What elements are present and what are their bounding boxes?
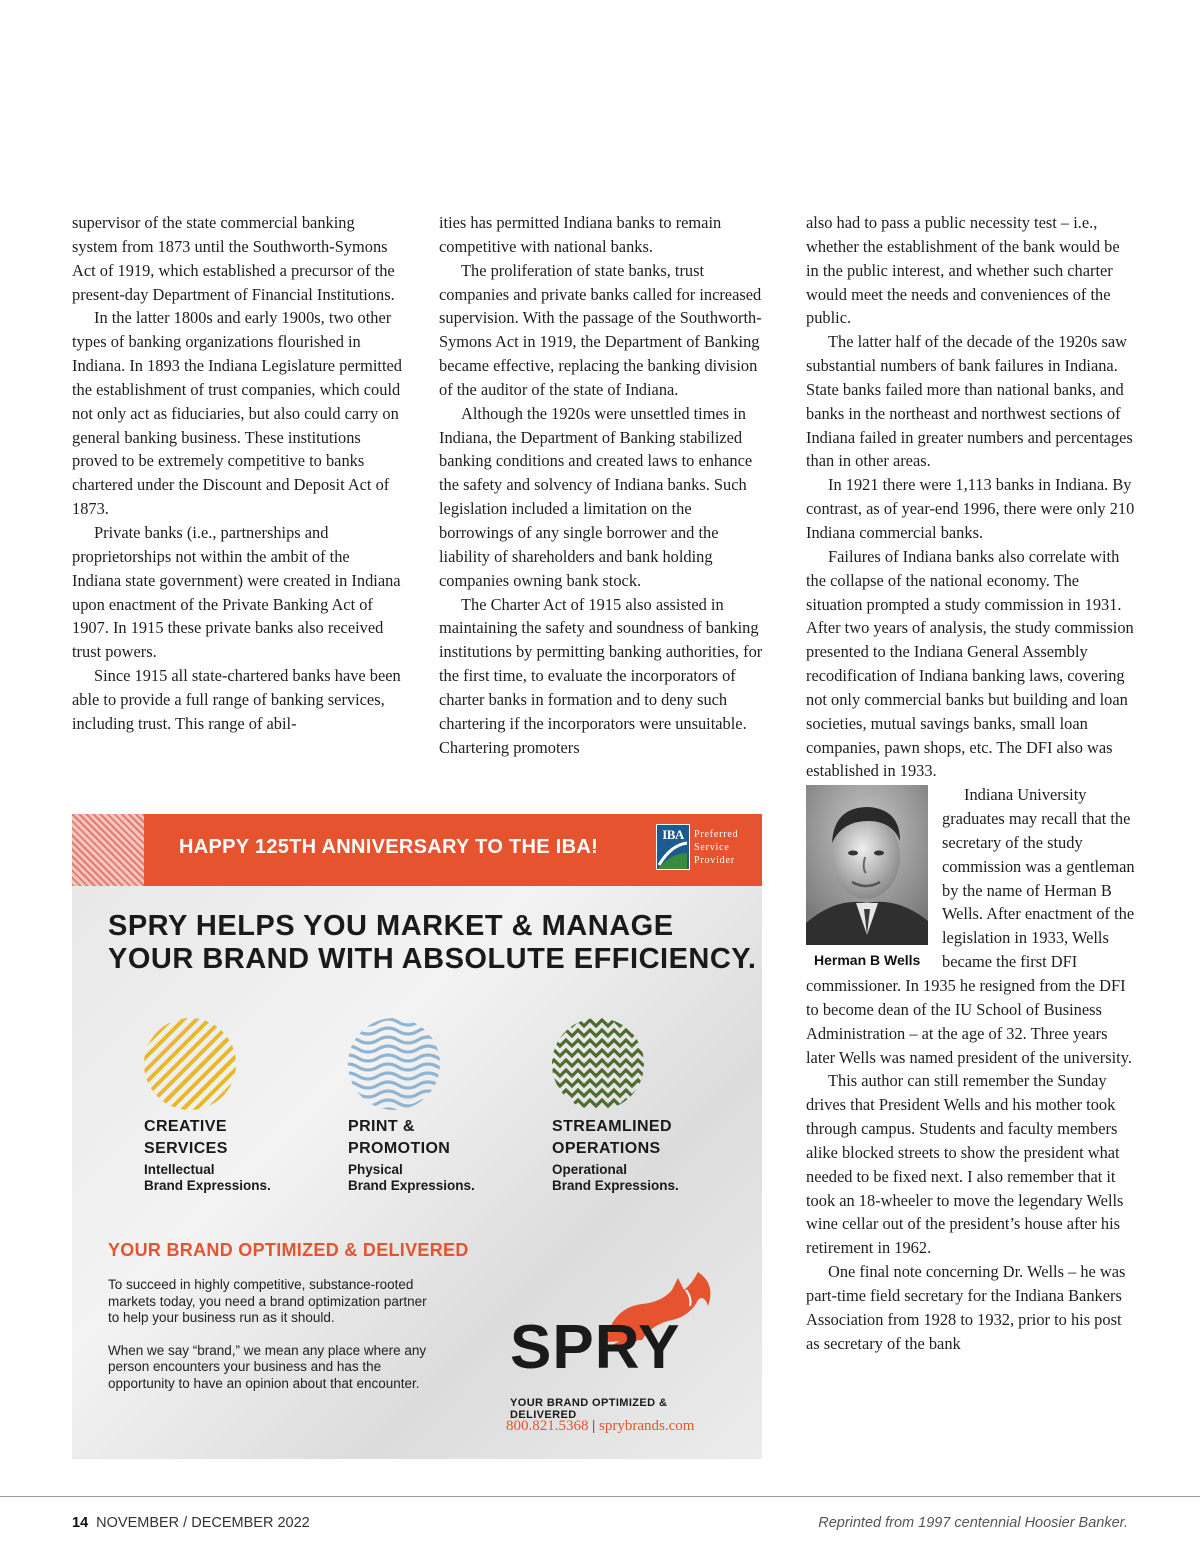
- phone-number[interactable]: 800.821.5368: [506, 1418, 589, 1434]
- separator: |: [592, 1418, 596, 1434]
- ad-tagline: YOUR BRAND OPTIMIZED & DELIVERED: [108, 1240, 469, 1260]
- issue-date: NOVEMBER / DECEMBER 2022: [96, 1515, 310, 1531]
- wave-pattern-icon: [348, 1018, 440, 1110]
- iba-logo: [656, 824, 760, 876]
- page-number: 14: [72, 1515, 89, 1531]
- iba-text: [694, 828, 738, 867]
- paragraph: also had to pass a public necessity test – i.e., whether the establishment of the bank would be in the public interest, and whether such charter would meet the needs and conveniences of the public.: [806, 213, 1120, 328]
- ad-body: [108, 1277, 428, 1408]
- iba-line: Provider: [694, 855, 735, 866]
- portrait-photo: [806, 785, 928, 945]
- service-title: PRINT &: [348, 1118, 415, 1135]
- service-operations: [552, 1116, 732, 1194]
- paragraph: One final note concerning Dr. Wells – he was part-time field secretary for the Indiana Bankers Association from 1928 to 1932, prior to his post as secretary of the bank: [806, 1262, 1126, 1353]
- service-subtitle: Brand Expressions.: [348, 1178, 475, 1193]
- service-title: SERVICES: [144, 1140, 228, 1157]
- banner-text: HAPPY 125TH ANNIVERSARY TO THE IBA!: [179, 836, 599, 858]
- spry-wordmark: SPRY: [510, 1313, 681, 1382]
- service-title: CREATIVE: [144, 1118, 227, 1135]
- website-link[interactable]: sprybrands.com: [599, 1418, 695, 1434]
- paragraph: Since 1915 all state-chartered banks have been able to provide a full range of banking services, including trust. This range of abil-: [72, 666, 401, 733]
- article-column-3: [806, 211, 1136, 1356]
- spry-advertisement[interactable]: [72, 814, 762, 1459]
- service-subtitle: Brand Expressions.: [552, 1178, 679, 1193]
- article-column-2: [439, 211, 769, 759]
- paragraph: ities has permitted Indiana banks to remain competitive with national banks.: [439, 213, 722, 256]
- photo-caption: Herman B Wells: [814, 952, 921, 969]
- paragraph: Although the 1920s were unsettled times in Indiana, the Department of Banking stabilized banking conditions and created laws to enhance the safety and solvency of Indiana banks. Such legislation included a limitation on the borrowings of any single borrower and the liability of shareholders and bank holding companies owning bank stock.: [439, 403, 753, 590]
- service-subtitle: Brand Expressions.: [144, 1178, 271, 1193]
- paragraph: In 1921 there were 1,113 banks in Indiana. By contrast, as of year-end 1996, there were only 210 Indiana commercial banks.: [806, 475, 1135, 542]
- paragraph: In the latter 1800s and early 1900s, two other types of banking organizations flourished in Indiana. In 1893 the Indiana Legislature permitted the establishment of trust companies, which could not only act as fiduciaries, but also could carry on general banking business. These institutions proved to be extremely competitive to banks chartered under the Discount and Deposit Act of 1873.: [72, 308, 402, 519]
- service-title: PROMOTION: [348, 1140, 451, 1157]
- paragraph: Failures of Indiana banks also correlate with the collapse of the national economy. The situation prompted a study commission in 1931. After two years of analysis, the study commission presented to the Indiana General Assembly recodification of Indiana banking laws, covering not only commercial banks but building and loan societies, mutual savings banks, small loan companies, pawn shops, etc. The DFI also was established in 1933.: [806, 546, 1134, 781]
- portrait-figure: [806, 785, 928, 970]
- ad-body-paragraph: When we say “brand,” we mean any place where any person encounters your business and has the opportunity to have an opinion about that encounter.: [108, 1342, 427, 1391]
- spry-contact: [506, 1418, 694, 1435]
- paragraph: Private banks (i.e., partnerships and proprietorships not within the ambit of the Indiana state government) were created in Indiana upon enactment of the Private Banking Act of 1907. In 1915 these private banks also received trust powers.: [72, 522, 401, 662]
- iba-letters: IBA: [662, 827, 684, 842]
- footer-folio: [72, 1515, 310, 1531]
- iba-line: Preferred: [694, 829, 739, 840]
- hatch-decoration: [72, 814, 144, 886]
- article-column-1: [72, 211, 402, 736]
- paragraph: supervisor of the state commercial banking system from 1873 until the Southworth-Symons Act of 1919, which established a precursor of the present-day Department of Financial Institutions.: [72, 213, 395, 304]
- spry-tagline: YOUR BRAND OPTIMIZED & DELIVERED: [510, 1397, 668, 1421]
- service-subtitle: Operational: [552, 1162, 628, 1177]
- iba-line: Service: [694, 842, 730, 853]
- iba-mark-icon: [656, 824, 690, 870]
- paragraph: This author can still remember the Sunday drives that President Wells and his mother took through campus. Students and faculty members alike blocked streets to show the president what needed to be fixed next. I also remember that it took an 18-wheeler to move the legendary Wells wine cellar out of the president’s house after his retirement in 1962.: [806, 1071, 1124, 1258]
- service-title: OPERATIONS: [552, 1140, 661, 1157]
- service-subtitle: Intellectual: [144, 1162, 215, 1177]
- paragraph: The Charter Act of 1915 also assisted in maintaining the safety and soundness of banking institutions by permitting banking authorities, for the first time, to evaluate the incorporators of charter banks in formation and to deny such chartering if the incorporators were unsuitable. Chartering promoters: [439, 594, 763, 757]
- service-subtitle: Physical: [348, 1162, 403, 1177]
- paragraph: Indiana University graduates may recall that the secretary of the study commission was a gentleman by the name of Herman B Wells. After enactment of the legislation in 1933, Wells became the first DFI commissioner. In 1935 he resigned from the DFI to become dean of the IU School of Business Administration – at the age of 32. Three years later Wells was named president of the university.: [806, 785, 1135, 1067]
- ad-headline: [108, 910, 756, 976]
- footer-divider: [0, 1496, 1200, 1497]
- headline-line: SPRY HELPS YOU MARKET & MANAGE: [108, 910, 674, 942]
- reprint-credit: Reprinted from 1997 centennial Hoosier Banker.: [818, 1515, 1128, 1531]
- anniversary-banner: [144, 814, 762, 886]
- iba-swoosh-icon: [657, 825, 689, 869]
- service-title: STREAMLINED: [552, 1118, 672, 1135]
- paragraph: The proliferation of state banks, trust companies and private banks called for increased supervision. With the passage of the Southworth-Symons Act in 1919, the Department of Banking became effective, replacing the banking division of the auditor of the state of Indiana.: [439, 260, 762, 399]
- diagonal-stripes-icon: [144, 1018, 236, 1110]
- paragraph: The latter half of the decade of the 1920s saw substantial numbers of bank failures in Indiana. State banks failed more than national banks, and banks in the northeast and northwest sections of Indiana failed in greater numbers and percentages than in other areas.: [806, 332, 1133, 471]
- service-print: [348, 1116, 528, 1194]
- service-creative: [144, 1116, 324, 1194]
- headline-line: YOUR BRAND WITH ABSOLUTE EFFICIENCY.: [108, 943, 757, 975]
- spry-logo: [502, 1264, 732, 1444]
- ad-body-paragraph: To succeed in highly competitive, substance-rooted markets today, you need a brand optimization partner to help your business run as it should.: [108, 1277, 427, 1325]
- zigzag-pattern-icon: [552, 1018, 644, 1110]
